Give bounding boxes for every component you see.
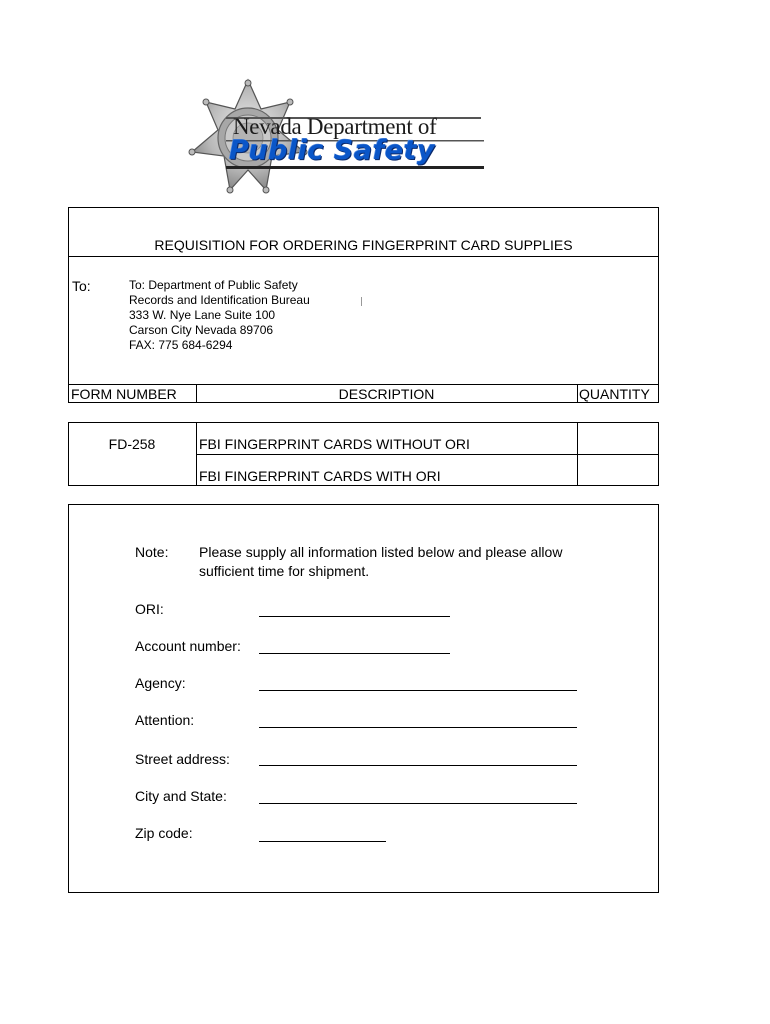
street-address-field[interactable] [259,765,577,766]
column-divider-2 [577,384,578,403]
note-text-line2: sufficient time for shipment. [199,563,370,579]
address-line: Records and Identification Bureau [129,293,310,307]
address-line: To: Department of Public Safety [129,278,298,292]
city-state-field[interactable] [259,803,577,804]
agency-field[interactable] [259,690,577,691]
attention-label: Attention: [135,712,195,728]
logo-title-line2: Public Safety [229,135,436,166]
address-line: Carson City Nevada 89706 [129,323,274,337]
street-address-label: Street address: [135,751,230,767]
zip-code-field[interactable] [259,841,386,842]
to-label: To: [72,278,91,294]
column-header-form-number: FORM NUMBER [71,386,177,402]
city-state-label: City and State: [135,788,227,804]
account-number-field[interactable] [259,653,450,654]
attention-field[interactable] [259,727,577,728]
quantity-input-without-ori[interactable] [578,423,658,454]
logo-title-line1: Nevada Department of [233,114,437,139]
item-description-without-ori: FBI FINGERPRINT CARDS WITHOUT ORI [199,436,470,452]
column-header-description: DESCRIPTION [338,386,435,402]
zip-code-label: Zip code: [135,825,193,841]
ori-field[interactable] [259,616,450,617]
quantity-input-with-ori[interactable] [578,455,658,485]
small-tick-mark [361,297,362,306]
note-label: Note: [135,544,169,560]
ori-label: ORI: [135,601,164,617]
item-description-with-ori: FBI FINGERPRINT CARDS WITH ORI [199,468,441,484]
form-title: REQUISITION FOR ORDERING FINGERPRINT CARD SUPPLIES [154,237,573,253]
agency-label: Agency: [135,675,186,691]
note-text-line1: Please supply all information listed below and please allow [199,544,563,560]
columns-divider [68,384,659,385]
mailing-address [129,278,310,353]
account-number-label: Account number: [135,638,241,654]
nevada-dps-logo [186,74,496,198]
column-header-quantity: QUANTITY [579,386,650,402]
address-line: 333 W. Nye Lane Suite 100 [129,308,276,322]
title-divider [68,256,659,257]
item-form-number: FD-258 [108,436,156,452]
address-line: FAX: 775 684-6294 [129,338,233,352]
